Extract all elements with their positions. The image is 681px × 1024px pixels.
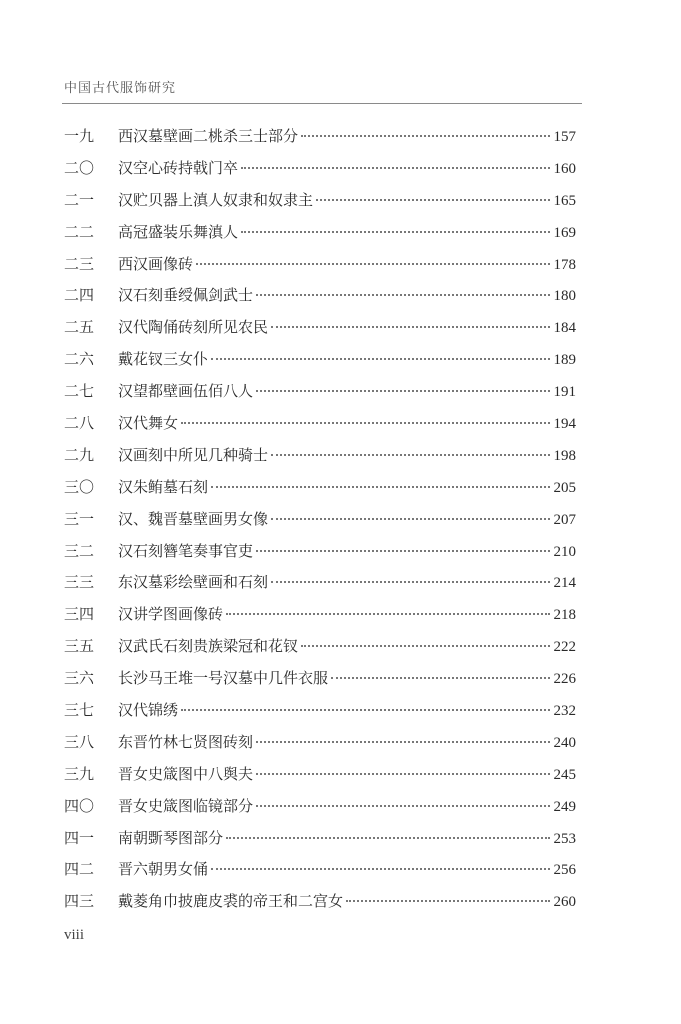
dot-leader bbox=[256, 773, 549, 775]
toc-entry-number: 二六 bbox=[64, 350, 95, 369]
toc-entry-title: 晋女史箴图临镜部分 bbox=[118, 796, 254, 815]
toc-entry bbox=[64, 158, 576, 190]
dot-leader bbox=[226, 613, 549, 615]
dot-leader bbox=[271, 454, 549, 456]
toc-entry-number: 二三 bbox=[64, 254, 95, 273]
toc-entry-number: 二二 bbox=[64, 222, 95, 241]
toc-entry-page: 222 bbox=[553, 639, 576, 656]
toc-entry-title: 长沙马王堆一号汉墓中几件衣服 bbox=[118, 669, 329, 688]
toc-entry bbox=[64, 285, 576, 317]
toc-entry bbox=[64, 317, 576, 349]
dot-leader bbox=[316, 199, 549, 201]
toc-entry-page: 218 bbox=[553, 607, 576, 624]
toc-entry-page: 194 bbox=[553, 416, 576, 433]
toc-entry-number: 二七 bbox=[64, 382, 95, 401]
dot-leader bbox=[241, 231, 549, 233]
toc-entry-title: 汉石刻簪笔奏事官吏 bbox=[118, 541, 254, 560]
toc-entry-page: 180 bbox=[553, 288, 576, 305]
toc-entry-page: 253 bbox=[553, 830, 576, 847]
toc-entry-page: 260 bbox=[553, 894, 576, 911]
toc-entry-title: 汉讲学图画像砖 bbox=[118, 605, 224, 624]
toc-entry-title: 汉代陶俑砖刻所见农民 bbox=[118, 318, 269, 337]
toc-entry-number: 三五 bbox=[64, 637, 95, 656]
dot-leader bbox=[211, 486, 549, 488]
dot-leader bbox=[331, 677, 549, 679]
toc-entry bbox=[64, 700, 576, 732]
toc-entry-number: 三七 bbox=[64, 701, 95, 720]
toc-entry-title: 南朝斲琴图部分 bbox=[118, 828, 224, 847]
toc-entry-title: 戴花钗三女仆 bbox=[118, 350, 209, 369]
toc-entry bbox=[64, 604, 576, 636]
toc-entry-number: 二八 bbox=[64, 414, 95, 433]
toc-entry-title: 汉朱鲔墓石刻 bbox=[118, 477, 209, 496]
toc-entry bbox=[64, 891, 576, 923]
toc-entry-number: 四二 bbox=[64, 860, 95, 879]
toc-entry-page: 189 bbox=[553, 352, 576, 369]
toc-entry-title: 汉石刻垂绶佩剑武士 bbox=[118, 286, 254, 305]
toc-entry bbox=[64, 859, 576, 891]
toc-entry bbox=[64, 541, 576, 573]
toc-entry-number: 三〇 bbox=[64, 477, 95, 496]
toc-entry-title: 汉望都壁画伍佰八人 bbox=[118, 382, 254, 401]
toc-entry-page: 169 bbox=[553, 224, 576, 241]
toc-entry-page: 160 bbox=[553, 160, 576, 177]
toc-entry-number: 二五 bbox=[64, 318, 95, 337]
toc-entry-page: 184 bbox=[553, 320, 576, 337]
toc-entry-title: 西汉画像砖 bbox=[118, 254, 194, 273]
toc-entry-page: 191 bbox=[553, 384, 576, 401]
toc-entry bbox=[64, 126, 576, 158]
toc-entry-number: 三九 bbox=[64, 764, 95, 783]
toc-entry-number: 三八 bbox=[64, 732, 95, 751]
dot-leader bbox=[181, 422, 549, 424]
toc-entry-page: 157 bbox=[553, 129, 576, 145]
toc-entry bbox=[64, 445, 576, 477]
dot-leader bbox=[241, 167, 549, 169]
toc-entry bbox=[64, 668, 576, 700]
toc-entry-title: 晋女史箴图中八舆夫 bbox=[118, 764, 254, 783]
dot-leader bbox=[256, 550, 549, 552]
toc-entry bbox=[64, 636, 576, 668]
dot-leader bbox=[271, 326, 549, 328]
toc-entry-number: 四〇 bbox=[64, 796, 95, 815]
dot-leader bbox=[181, 709, 549, 711]
toc-entry-title: 汉武氏石刻贵族梁冠和花钗 bbox=[118, 637, 299, 656]
toc-entry-page: 178 bbox=[553, 256, 576, 273]
toc-entry bbox=[64, 796, 576, 828]
toc-entry-number: 二九 bbox=[64, 445, 95, 464]
toc-entry bbox=[64, 349, 576, 381]
toc-entry-page: 165 bbox=[553, 192, 576, 209]
toc-entry-page: 232 bbox=[553, 703, 576, 720]
toc-entry-page: 210 bbox=[553, 543, 576, 560]
dot-leader bbox=[256, 294, 549, 296]
dot-leader bbox=[301, 135, 549, 137]
toc-entry bbox=[64, 764, 576, 796]
toc-entry-title: 汉画刻中所见几种骑士 bbox=[118, 445, 269, 464]
toc-entry bbox=[64, 572, 576, 604]
dot-leader bbox=[346, 900, 549, 902]
toc-entry-number: 三四 bbox=[64, 605, 95, 624]
toc-entry-title: 晋六朝男女俑 bbox=[118, 860, 209, 879]
dot-leader bbox=[301, 645, 549, 647]
dot-leader bbox=[196, 263, 549, 265]
toc-entry-title: 汉代舞女 bbox=[118, 414, 179, 433]
toc-entry-title: 高冠盛装乐舞滇人 bbox=[118, 222, 239, 241]
toc-entry-page: 249 bbox=[553, 798, 576, 815]
toc-entry-title: 戴菱角巾披鹿皮裘的帝王和二宫女 bbox=[118, 892, 344, 911]
toc-entry-title: 东汉墓彩绘壁画和石刻 bbox=[118, 573, 269, 592]
toc-entry bbox=[64, 222, 576, 254]
table-of-contents bbox=[64, 126, 576, 923]
toc-entry-number: 二一 bbox=[64, 190, 95, 209]
toc-entry-title: 汉贮贝器上滇人奴隶和奴隶主 bbox=[118, 190, 314, 209]
toc-entry bbox=[64, 190, 576, 222]
toc-entry-number: 二四 bbox=[64, 286, 95, 305]
dot-leader bbox=[256, 805, 549, 807]
dot-leader bbox=[271, 581, 549, 583]
toc-entry-number: 一九 bbox=[64, 127, 95, 145]
toc-entry-number: 三一 bbox=[64, 509, 95, 528]
toc-entry-number: 三三 bbox=[64, 573, 95, 592]
toc-entry bbox=[64, 732, 576, 764]
toc-entry-title: 东晋竹林七贤图砖刻 bbox=[118, 732, 254, 751]
toc-entry-number: 三六 bbox=[64, 669, 95, 688]
toc-entry bbox=[64, 381, 576, 413]
toc-entry-number: 四三 bbox=[64, 892, 95, 911]
toc-entry-page: 256 bbox=[553, 862, 576, 879]
toc-entry bbox=[64, 828, 576, 860]
page-number: viii bbox=[64, 927, 85, 943]
header-rule bbox=[62, 103, 582, 104]
toc-entry bbox=[64, 254, 576, 286]
toc-entry-number: 二〇 bbox=[64, 158, 95, 177]
dot-leader bbox=[211, 868, 549, 870]
toc-entry-number: 四一 bbox=[64, 828, 95, 847]
dot-leader bbox=[271, 518, 549, 520]
toc-entry-page: 207 bbox=[553, 511, 576, 528]
toc-entry bbox=[64, 477, 576, 509]
toc-entry bbox=[64, 413, 576, 445]
toc-entry bbox=[64, 509, 576, 541]
dot-leader bbox=[211, 358, 549, 360]
toc-entry-page: 245 bbox=[553, 766, 576, 783]
toc-entry-page: 226 bbox=[553, 671, 576, 688]
running-header: 中国古代服饰研究 bbox=[64, 81, 177, 96]
toc-entry-page: 205 bbox=[553, 479, 576, 496]
dot-leader bbox=[256, 390, 549, 392]
dot-leader bbox=[226, 837, 549, 839]
toc-entry-title: 汉空心砖持戟门卒 bbox=[118, 158, 239, 177]
toc-entry-number: 三二 bbox=[64, 541, 95, 560]
toc-entry-page: 198 bbox=[553, 447, 576, 464]
toc-entry-title: 汉、魏晋墓壁画男女像 bbox=[118, 509, 269, 528]
toc-entry-title: 汉代锦绣 bbox=[118, 701, 179, 720]
toc-entry-page: 240 bbox=[553, 734, 576, 751]
dot-leader bbox=[256, 741, 549, 743]
toc-entry-title: 西汉墓壁画二桃杀三士部分 bbox=[118, 127, 299, 145]
toc-entry-page: 214 bbox=[553, 575, 576, 592]
